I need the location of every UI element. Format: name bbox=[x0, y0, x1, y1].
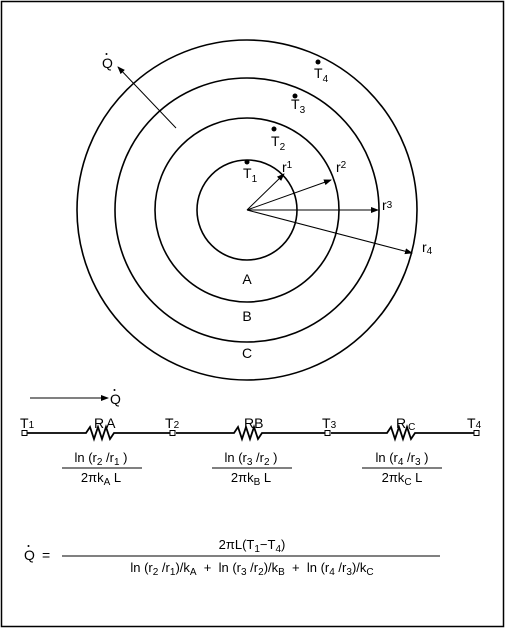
circuit-flow-dot-icon bbox=[114, 389, 116, 391]
resistance-b-numerator: $\ln (r_3$ $/r_2$ ) bbox=[224, 450, 278, 468]
label-r1: $r^1$ bbox=[282, 159, 293, 175]
node-label-t2: T2 bbox=[165, 415, 180, 431]
arrow-r4 bbox=[247, 210, 412, 253]
node-t1 bbox=[22, 431, 27, 436]
node-t4 bbox=[474, 431, 479, 436]
dot-t2 bbox=[272, 127, 277, 132]
resistance-a-denominator: $2\pi k_A$ L bbox=[80, 470, 122, 488]
node-label-t1: T1 bbox=[20, 415, 35, 431]
node-label-t3: T3 bbox=[322, 415, 337, 431]
resistance-c-denominator: $2\pi k_C$ L bbox=[381, 470, 423, 488]
equation-lhs-dot-icon bbox=[28, 545, 30, 547]
node-t3 bbox=[325, 431, 330, 436]
heat-flow-arrow bbox=[118, 67, 176, 128]
figure-frame bbox=[2, 2, 504, 627]
resistance-b-denominator: $2\pi k_B$ L bbox=[230, 470, 272, 488]
label-t2: $T_2$ bbox=[271, 133, 286, 153]
node-t2 bbox=[170, 431, 175, 436]
resistance-a-numerator: $\ln (r_2$ $/r_1$ ) bbox=[74, 450, 128, 468]
node-label-t4: T4 bbox=[467, 415, 482, 431]
label-t4: $T_4$ bbox=[314, 65, 329, 85]
resistor-label-b: RB bbox=[244, 415, 264, 431]
resistor-label-a: R A bbox=[94, 415, 116, 431]
label-r2: $r^2$ bbox=[336, 159, 347, 175]
layer-label-b: B bbox=[242, 308, 252, 324]
label-t1: $T_1$ bbox=[243, 165, 258, 185]
resistance-a bbox=[62, 450, 142, 488]
resistance-b bbox=[212, 450, 292, 488]
equation-numerator: $2\pi L(T_1-T_4)$ bbox=[218, 537, 286, 555]
label-r3: r3 bbox=[382, 197, 393, 213]
layer-label-a: A bbox=[242, 271, 252, 287]
dot-t4 bbox=[316, 60, 321, 65]
arrow-r2 bbox=[247, 180, 331, 210]
dot-t1 bbox=[245, 160, 250, 165]
radius-arrows bbox=[247, 174, 412, 253]
heat-flow-dot-icon bbox=[106, 53, 108, 55]
heat-flow-label: Q bbox=[102, 55, 113, 71]
circuit-flow-label: Q bbox=[110, 391, 121, 407]
equation-equals: = bbox=[42, 547, 51, 563]
resistance-c-numerator: $\ln (r_4$ $/r_3$ ) bbox=[375, 450, 429, 468]
equation-lhs: Q bbox=[24, 547, 35, 563]
label-r4: r4 bbox=[422, 239, 433, 257]
layer-label-c: C bbox=[241, 345, 253, 361]
label-t3: $T_3$ bbox=[291, 96, 306, 116]
resistor-label-c: R C bbox=[396, 415, 416, 433]
equation-denominator: $\ln (r_2$ $/r_1)/k_A + \ln (r_3$ $/r_2)/k_B + \ln (r_4$ $/r_3)/k_C$ bbox=[130, 560, 374, 578]
resistance-c bbox=[362, 450, 442, 488]
